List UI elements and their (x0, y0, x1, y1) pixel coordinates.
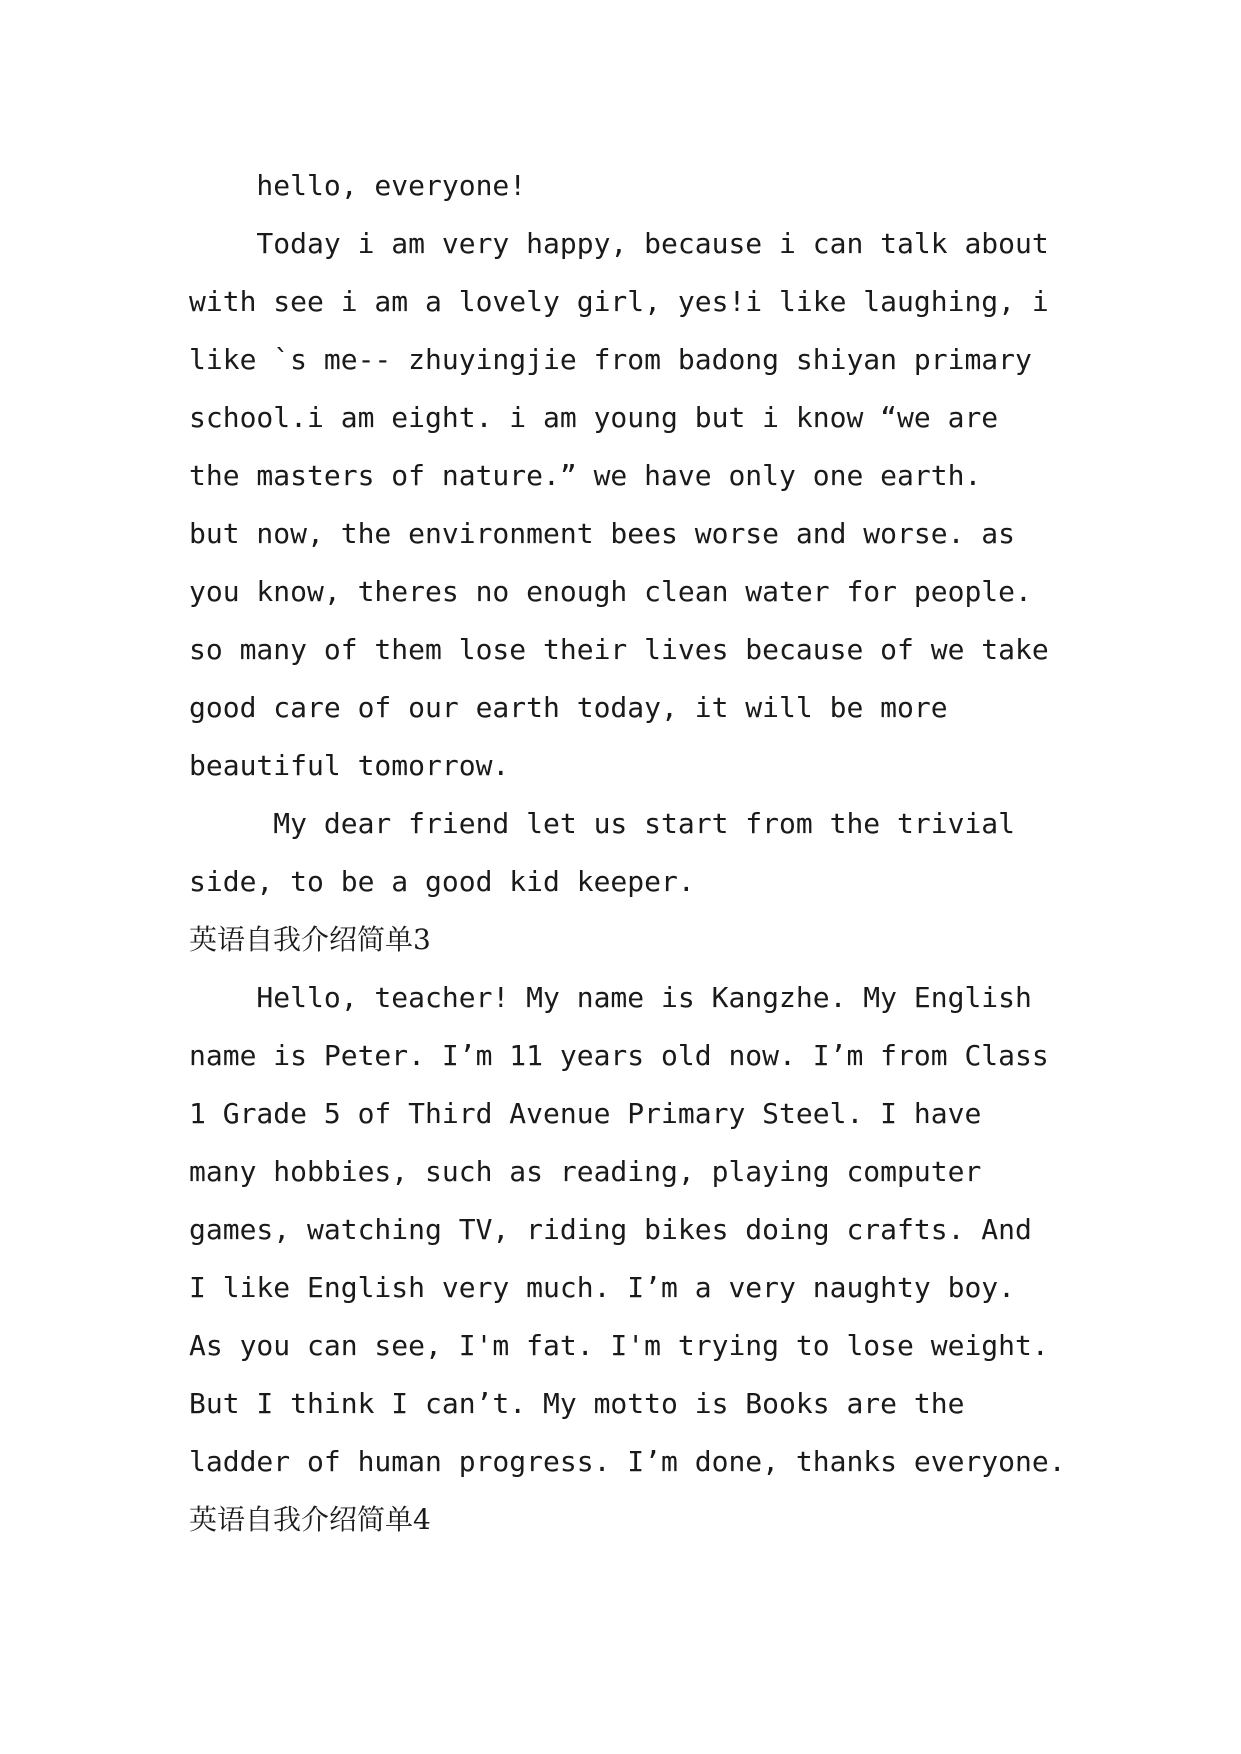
text-line: 1 Grade 5 of Third Avenue Primary Steel. I have (189, 1097, 982, 1130)
text-line: you know, theres no enough clean water for people. (189, 575, 1032, 608)
text-line: beautiful tomorrow. (189, 749, 510, 782)
text-line: so many of them lose their lives because of we take (189, 633, 1049, 666)
section-heading: 英语自我介绍简单3 (189, 923, 431, 956)
text-line: My dear friend let us start from the trivial (189, 807, 1016, 840)
text-line: I like English very much. I’m a very naughty boy. (189, 1271, 1016, 1304)
text-line: As you can see, I'm fat. I'm trying to lose weight. (189, 1329, 1049, 1362)
text-line: Hello, teacher! My name is Kangzhe. My English (189, 981, 1032, 1014)
text-line: name is Peter. I’m 11 years old now. I’m from Class (189, 1039, 1049, 1072)
text-line: many hobbies, such as reading, playing computer (189, 1155, 982, 1188)
text-line: games, watching TV, riding bikes doing crafts. And (189, 1213, 1032, 1246)
text-line: with see i am a lovely girl, yes!i like laughing, i (189, 285, 1049, 318)
document-body (189, 166, 1066, 1540)
text-line: Today i am very happy, because i can talk about (189, 227, 1049, 260)
text-line: the masters of nature.” we have only one earth. (189, 459, 982, 492)
section-heading: 英语自我介绍简单4 (189, 1503, 431, 1536)
text-line: hello, everyone! (189, 169, 527, 202)
text-line: side, to be a good kid keeper. (189, 865, 695, 898)
text-line: like `s me-- zhuyingjie from badong shiyan primary (189, 343, 1032, 376)
text-line: but now, the environment bees worse and worse. as (189, 517, 1016, 550)
text-line: ladder of human progress. I’m done, thanks everyone. (189, 1445, 1066, 1478)
text-line: good care of our earth today, it will be more (189, 691, 948, 724)
text-line: school.i am eight. i am young but i know “we are (189, 401, 999, 434)
text-line: But I think I can’t. My motto is Books are the (189, 1387, 965, 1420)
